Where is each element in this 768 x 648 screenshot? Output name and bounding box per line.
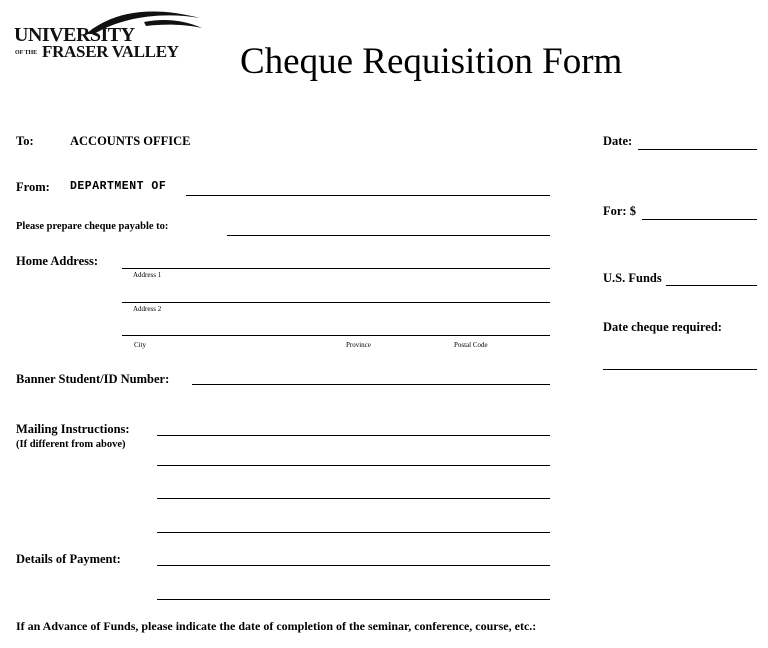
date-cheque-required-label: Date cheque required: xyxy=(603,320,722,334)
from-value: DEPARTMENT OF xyxy=(70,180,167,193)
from-department-field[interactable] xyxy=(186,195,550,196)
city-province-postal-field[interactable] xyxy=(122,335,550,336)
details-line-2-field[interactable] xyxy=(157,599,550,600)
university-logo xyxy=(14,8,204,70)
mailing-line-1-field[interactable] xyxy=(157,435,550,436)
from-label: From: xyxy=(16,180,50,194)
address-line-2-field[interactable] xyxy=(122,302,550,303)
mailing-instructions-label: Mailing Instructions: xyxy=(16,422,130,436)
city-caption: City xyxy=(134,341,147,349)
address-line-1-field[interactable] xyxy=(122,268,550,269)
details-of-payment-label: Details of Payment: xyxy=(16,552,121,566)
logo-line-1: UNIVERSITY xyxy=(14,24,135,46)
page-title: Cheque Requisition Form xyxy=(240,41,623,82)
payable-label: Please prepare cheque payable to: xyxy=(16,221,169,232)
banner-id-field[interactable] xyxy=(192,384,550,385)
mailing-line-2-field[interactable] xyxy=(157,465,550,466)
us-funds-field[interactable] xyxy=(666,285,757,286)
details-line-1-field[interactable] xyxy=(157,565,550,566)
logo-line-2: FRASER VALLEY xyxy=(42,42,179,61)
banner-id-label: Banner Student/ID Number: xyxy=(16,372,170,386)
postal-code-caption: Postal Code xyxy=(454,341,488,349)
mailing-line-4-field[interactable] xyxy=(157,532,550,533)
to-value: ACCOUNTS OFFICE xyxy=(70,134,191,148)
date-field[interactable] xyxy=(638,149,757,150)
mailing-instructions-sublabel: (If different from above) xyxy=(16,439,126,450)
home-address-label: Home Address: xyxy=(16,254,99,268)
address1-caption: Address 1 xyxy=(133,271,162,279)
for-amount-field[interactable] xyxy=(642,219,757,220)
to-label: To: xyxy=(16,134,34,148)
address2-caption: Address 2 xyxy=(133,305,162,313)
date-label: Date: xyxy=(603,134,633,148)
date-cheque-required-field[interactable] xyxy=(603,369,757,370)
logo-of-the: OF THE xyxy=(15,50,38,56)
advance-of-funds-instruction: If an Advance of Funds, please indicate the date of completion of the seminar, conference, course, etc.: xyxy=(16,619,537,633)
province-caption: Province xyxy=(346,341,371,349)
for-amount-label: For: $ xyxy=(603,204,636,218)
payable-to-field[interactable] xyxy=(227,235,550,236)
us-funds-label: U.S. Funds xyxy=(603,271,662,285)
mailing-line-3-field[interactable] xyxy=(157,498,550,499)
